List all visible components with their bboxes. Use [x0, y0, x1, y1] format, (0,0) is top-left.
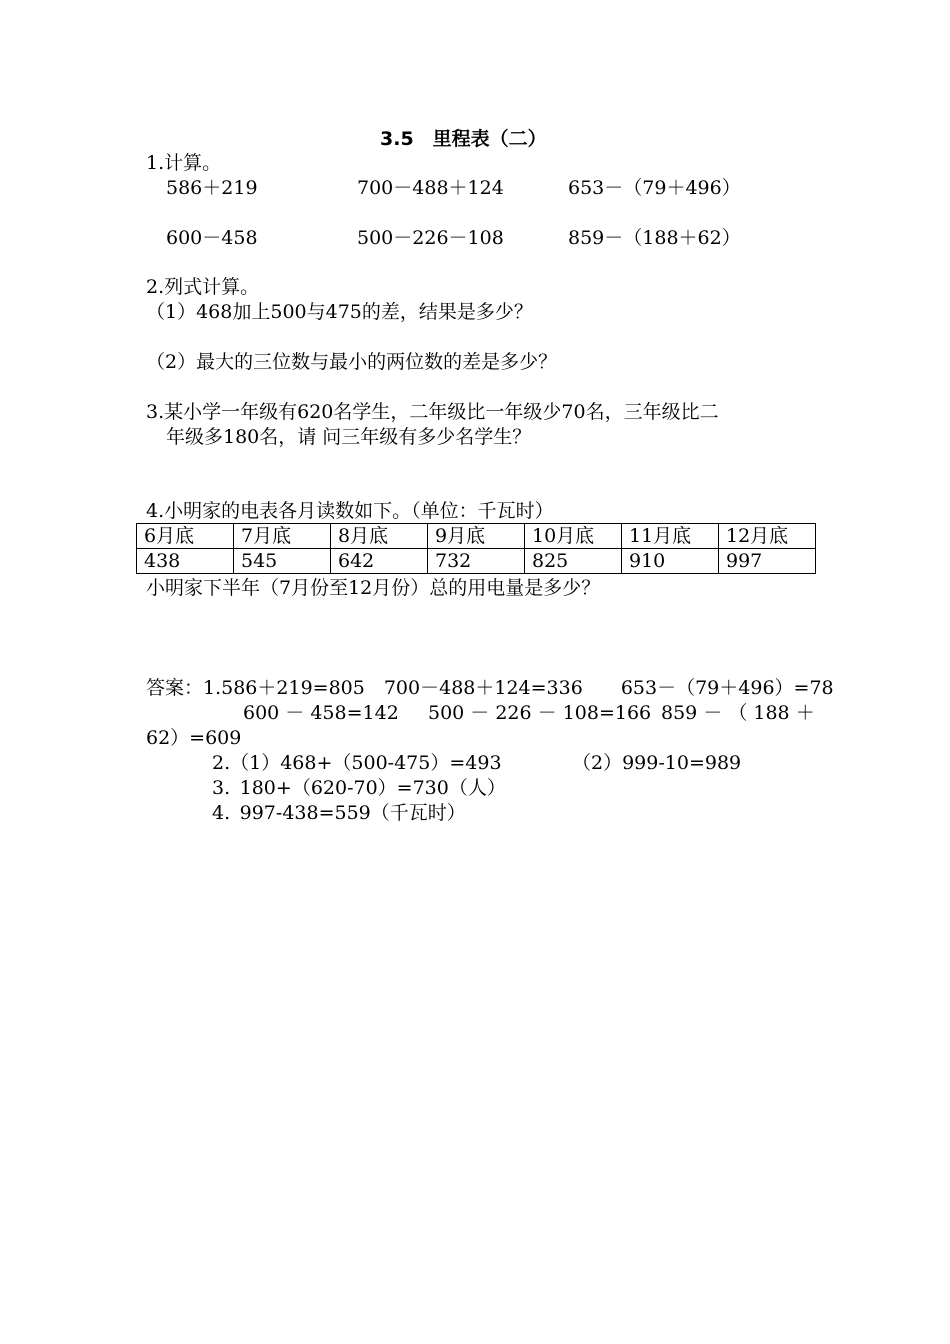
table-cell: 997	[719, 549, 816, 574]
q1-item-5: 500－226－108	[357, 227, 504, 249]
table-row	[137, 549, 816, 574]
q1-item-6: 859－（188＋62）	[568, 227, 741, 249]
table-cell: 732	[428, 549, 525, 574]
table-header-cell: 12月底	[719, 524, 816, 549]
table-cell: 825	[525, 549, 622, 574]
q2-part1: （1）468加上500与475的差，结果是多少？	[146, 301, 533, 323]
page-title: 3.5 里程表（二）	[380, 128, 547, 150]
q1-item-4: 600－458	[166, 227, 258, 249]
table-header-cell: 9月底	[428, 524, 525, 549]
answer-3: 3. 180+（620-70）=730（人）	[212, 777, 506, 799]
table-header-cell: 10月底	[525, 524, 622, 549]
q4-heading: 4.小明家的电表各月读数如下。（单位：千瓦时）	[146, 500, 554, 522]
answer-2-part1: 2.（1）468+（500-475）=493	[212, 752, 502, 774]
table-header-row	[137, 524, 816, 549]
q4-question: 小明家下半年（7月份至12月份）总的用电量是多少？	[146, 577, 601, 599]
q1-item-2: 700－488＋124	[357, 177, 504, 199]
q1-heading: 1.计算。	[146, 152, 222, 174]
table-cell: 438	[137, 549, 234, 574]
q1-item-1: 586＋219	[166, 177, 258, 199]
table-header-cell: 7月底	[234, 524, 331, 549]
q2-part2: （2）最大的三位数与最小的两位数的差是多少？	[146, 351, 558, 373]
answer-line-3: 62）=609	[146, 727, 242, 749]
answer-2-part2: （2）999-10=989	[572, 752, 742, 774]
table-cell: 545	[234, 549, 331, 574]
q3-line2: 年级多180名，请 问三年级有多少名学生？	[166, 426, 532, 448]
table-cell: 642	[331, 549, 428, 574]
table-header-cell: 6月底	[137, 524, 234, 549]
table-header-cell: 8月底	[331, 524, 428, 549]
answer-line-2c: 859 － （ 188 ＋	[661, 702, 815, 724]
table-header-cell: 11月底	[622, 524, 719, 549]
q2-heading: 2.列式计算。	[146, 276, 260, 298]
q1-item-3: 653－（79＋496）	[568, 177, 741, 199]
answer-line-2a: 600 － 458=142	[243, 702, 399, 724]
answer-4: 4. 997-438=559（千瓦时）	[212, 802, 466, 824]
q3-line1: 3.某小学一年级有620名学生，二年级比一年级少70名，三年级比二	[146, 401, 719, 423]
meter-reading-table	[136, 523, 816, 574]
answer-line-2b: 500 － 226 － 108=166	[428, 702, 652, 724]
table-cell: 910	[622, 549, 719, 574]
answer-line-1: 答案：1.586＋219=805 700－488＋124=336 653－（79＋496）=78	[146, 677, 834, 699]
